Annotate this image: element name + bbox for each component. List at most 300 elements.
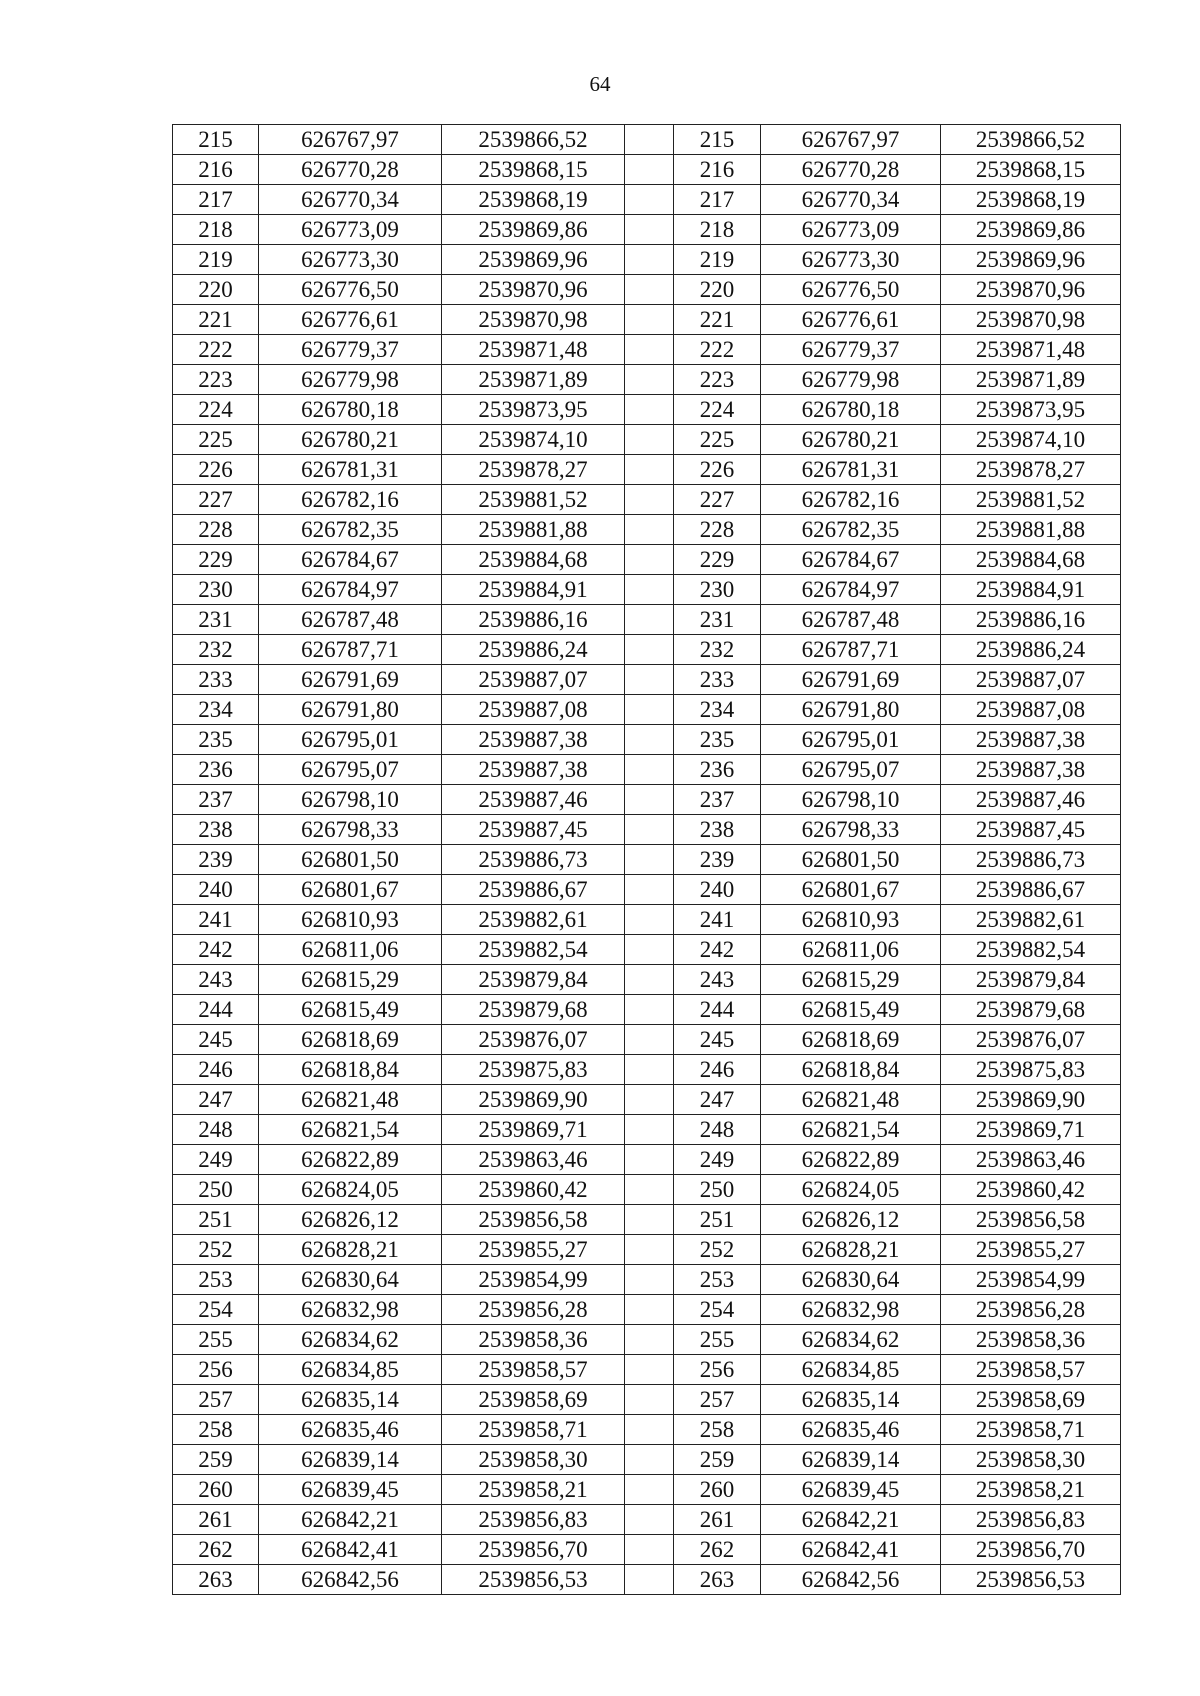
table-row	[173, 755, 1121, 785]
y-coordinate-right: 2539858,71	[941, 1415, 1121, 1445]
y-coordinate-right: 2539886,24	[941, 635, 1121, 665]
y-coordinate-left: 2539868,19	[442, 185, 625, 215]
x-coordinate-left: 626828,21	[259, 1235, 442, 1265]
x-coordinate-right: 626782,16	[761, 485, 941, 515]
x-coordinate-left: 626780,18	[259, 395, 442, 425]
point-number-right: 259	[674, 1445, 761, 1475]
table-row	[173, 605, 1121, 635]
y-coordinate-right: 2539870,96	[941, 275, 1121, 305]
y-coordinate-right: 2539869,96	[941, 245, 1121, 275]
y-coordinate-left: 2539858,21	[442, 1475, 625, 1505]
y-coordinate-right: 2539855,27	[941, 1235, 1121, 1265]
table-row	[173, 905, 1121, 935]
x-coordinate-right: 626815,29	[761, 965, 941, 995]
x-coordinate-right: 626826,12	[761, 1205, 941, 1235]
table-row	[173, 1025, 1121, 1055]
x-coordinate-right: 626810,93	[761, 905, 941, 935]
point-number-left: 248	[173, 1115, 259, 1145]
point-number-left: 251	[173, 1205, 259, 1235]
y-coordinate-right: 2539871,48	[941, 335, 1121, 365]
x-coordinate-left: 626821,54	[259, 1115, 442, 1145]
point-number-right: 248	[674, 1115, 761, 1145]
x-coordinate-right: 626770,34	[761, 185, 941, 215]
separator-cell	[625, 1055, 674, 1085]
point-number-right: 254	[674, 1295, 761, 1325]
x-coordinate-right: 626781,31	[761, 455, 941, 485]
table-row	[173, 845, 1121, 875]
y-coordinate-right: 2539856,70	[941, 1535, 1121, 1565]
separator-cell	[625, 1265, 674, 1295]
x-coordinate-left: 626767,97	[259, 125, 442, 155]
x-coordinate-right: 626791,80	[761, 695, 941, 725]
point-number-left: 254	[173, 1295, 259, 1325]
point-number-right: 253	[674, 1265, 761, 1295]
y-coordinate-left: 2539869,71	[442, 1115, 625, 1145]
separator-cell	[625, 1415, 674, 1445]
y-coordinate-left: 2539875,83	[442, 1055, 625, 1085]
table-row	[173, 1415, 1121, 1445]
point-number-left: 246	[173, 1055, 259, 1085]
table-row	[173, 1235, 1121, 1265]
y-coordinate-right: 2539884,91	[941, 575, 1121, 605]
separator-cell	[625, 845, 674, 875]
y-coordinate-right: 2539858,57	[941, 1355, 1121, 1385]
y-coordinate-right: 2539887,45	[941, 815, 1121, 845]
separator-cell	[625, 785, 674, 815]
table-row	[173, 785, 1121, 815]
separator-cell	[625, 1175, 674, 1205]
separator-cell	[625, 935, 674, 965]
x-coordinate-right: 626842,21	[761, 1505, 941, 1535]
point-number-right: 252	[674, 1235, 761, 1265]
point-number-right: 228	[674, 515, 761, 545]
point-number-right: 246	[674, 1055, 761, 1085]
y-coordinate-left: 2539868,15	[442, 155, 625, 185]
separator-cell	[625, 1145, 674, 1175]
separator-cell	[625, 245, 674, 275]
point-number-left: 232	[173, 635, 259, 665]
y-coordinate-right: 2539858,36	[941, 1325, 1121, 1355]
y-coordinate-left: 2539870,96	[442, 275, 625, 305]
y-coordinate-left: 2539869,90	[442, 1085, 625, 1115]
separator-cell	[625, 1355, 674, 1385]
table-row	[173, 1475, 1121, 1505]
point-number-left: 257	[173, 1385, 259, 1415]
y-coordinate-left: 2539882,61	[442, 905, 625, 935]
y-coordinate-left: 2539854,99	[442, 1265, 625, 1295]
y-coordinate-left: 2539873,95	[442, 395, 625, 425]
point-number-left: 255	[173, 1325, 259, 1355]
y-coordinate-right: 2539871,89	[941, 365, 1121, 395]
separator-cell	[625, 1565, 674, 1595]
y-coordinate-left: 2539886,73	[442, 845, 625, 875]
table-row	[173, 1535, 1121, 1565]
separator-cell	[625, 515, 674, 545]
point-number-right: 261	[674, 1505, 761, 1535]
x-coordinate-right: 626835,14	[761, 1385, 941, 1415]
y-coordinate-right: 2539886,73	[941, 845, 1121, 875]
y-coordinate-left: 2539858,57	[442, 1355, 625, 1385]
separator-cell	[625, 1295, 674, 1325]
table-row	[173, 1265, 1121, 1295]
y-coordinate-left: 2539881,88	[442, 515, 625, 545]
y-coordinate-left: 2539866,52	[442, 125, 625, 155]
y-coordinate-left: 2539887,38	[442, 755, 625, 785]
point-number-left: 235	[173, 725, 259, 755]
x-coordinate-left: 626784,67	[259, 545, 442, 575]
y-coordinate-left: 2539855,27	[442, 1235, 625, 1265]
table-row	[173, 335, 1121, 365]
y-coordinate-left: 2539874,10	[442, 425, 625, 455]
separator-cell	[625, 1385, 674, 1415]
table-row	[173, 515, 1121, 545]
separator-cell	[625, 755, 674, 785]
table-row	[173, 425, 1121, 455]
table-row	[173, 455, 1121, 485]
x-coordinate-left: 626787,71	[259, 635, 442, 665]
x-coordinate-left: 626781,31	[259, 455, 442, 485]
x-coordinate-right: 626776,61	[761, 305, 941, 335]
x-coordinate-left: 626839,14	[259, 1445, 442, 1475]
point-number-left: 243	[173, 965, 259, 995]
x-coordinate-left: 626773,30	[259, 245, 442, 275]
separator-cell	[625, 995, 674, 1025]
x-coordinate-right: 626835,46	[761, 1415, 941, 1445]
point-number-right: 221	[674, 305, 761, 335]
y-coordinate-right: 2539881,52	[941, 485, 1121, 515]
point-number-left: 220	[173, 275, 259, 305]
x-coordinate-left: 626835,46	[259, 1415, 442, 1445]
table-row	[173, 485, 1121, 515]
x-coordinate-left: 626770,28	[259, 155, 442, 185]
x-coordinate-right: 626832,98	[761, 1295, 941, 1325]
point-number-right: 224	[674, 395, 761, 425]
separator-cell	[625, 1235, 674, 1265]
x-coordinate-right: 626824,05	[761, 1175, 941, 1205]
x-coordinate-left: 626780,21	[259, 425, 442, 455]
x-coordinate-left: 626815,29	[259, 965, 442, 995]
y-coordinate-right: 2539866,52	[941, 125, 1121, 155]
x-coordinate-right: 626842,41	[761, 1535, 941, 1565]
x-coordinate-left: 626824,05	[259, 1175, 442, 1205]
point-number-right: 227	[674, 485, 761, 515]
separator-cell	[625, 1445, 674, 1475]
y-coordinate-left: 2539856,53	[442, 1565, 625, 1595]
x-coordinate-right: 626801,67	[761, 875, 941, 905]
point-number-right: 249	[674, 1145, 761, 1175]
x-coordinate-right: 626787,48	[761, 605, 941, 635]
y-coordinate-right: 2539863,46	[941, 1145, 1121, 1175]
y-coordinate-right: 2539881,88	[941, 515, 1121, 545]
x-coordinate-right: 626780,21	[761, 425, 941, 455]
y-coordinate-left: 2539878,27	[442, 455, 625, 485]
x-coordinate-left: 626822,89	[259, 1145, 442, 1175]
x-coordinate-right: 626830,64	[761, 1265, 941, 1295]
table-row	[173, 1565, 1121, 1595]
point-number-left: 229	[173, 545, 259, 575]
point-number-left: 233	[173, 665, 259, 695]
y-coordinate-left: 2539869,86	[442, 215, 625, 245]
table-row	[173, 815, 1121, 845]
separator-cell	[625, 815, 674, 845]
table-row	[173, 1175, 1121, 1205]
x-coordinate-left: 626791,69	[259, 665, 442, 695]
point-number-right: 245	[674, 1025, 761, 1055]
point-number-right: 244	[674, 995, 761, 1025]
table-row	[173, 1205, 1121, 1235]
y-coordinate-right: 2539879,84	[941, 965, 1121, 995]
table-row	[173, 1445, 1121, 1475]
y-coordinate-left: 2539886,67	[442, 875, 625, 905]
x-coordinate-left: 626795,07	[259, 755, 442, 785]
point-number-left: 252	[173, 1235, 259, 1265]
separator-cell	[625, 1025, 674, 1055]
separator-cell	[625, 1535, 674, 1565]
x-coordinate-left: 626773,09	[259, 215, 442, 245]
x-coordinate-right: 626767,97	[761, 125, 941, 155]
y-coordinate-left: 2539879,68	[442, 995, 625, 1025]
x-coordinate-right: 626784,67	[761, 545, 941, 575]
x-coordinate-left: 626776,50	[259, 275, 442, 305]
table-row	[173, 1145, 1121, 1175]
x-coordinate-right: 626782,35	[761, 515, 941, 545]
point-number-left: 249	[173, 1145, 259, 1175]
x-coordinate-right: 626773,30	[761, 245, 941, 275]
x-coordinate-right: 626795,07	[761, 755, 941, 785]
y-coordinate-right: 2539868,19	[941, 185, 1121, 215]
point-number-left: 244	[173, 995, 259, 1025]
table-row	[173, 185, 1121, 215]
point-number-left: 262	[173, 1535, 259, 1565]
separator-cell	[625, 665, 674, 695]
y-coordinate-right: 2539856,83	[941, 1505, 1121, 1535]
y-coordinate-left: 2539881,52	[442, 485, 625, 515]
table-row	[173, 275, 1121, 305]
point-number-left: 237	[173, 785, 259, 815]
point-number-right: 219	[674, 245, 761, 275]
y-coordinate-left: 2539884,68	[442, 545, 625, 575]
separator-cell	[625, 875, 674, 905]
y-coordinate-left: 2539884,91	[442, 575, 625, 605]
x-coordinate-right: 626839,14	[761, 1445, 941, 1475]
separator-cell	[625, 1205, 674, 1235]
point-number-right: 263	[674, 1565, 761, 1595]
separator-cell	[625, 575, 674, 605]
point-number-right: 257	[674, 1385, 761, 1415]
point-number-right: 247	[674, 1085, 761, 1115]
x-coordinate-left: 626830,64	[259, 1265, 442, 1295]
y-coordinate-right: 2539856,28	[941, 1295, 1121, 1325]
x-coordinate-right: 626770,28	[761, 155, 941, 185]
point-number-left: 247	[173, 1085, 259, 1115]
y-coordinate-right: 2539858,30	[941, 1445, 1121, 1475]
x-coordinate-right: 626798,33	[761, 815, 941, 845]
y-coordinate-right: 2539854,99	[941, 1265, 1121, 1295]
y-coordinate-right: 2539886,16	[941, 605, 1121, 635]
point-number-left: 217	[173, 185, 259, 215]
x-coordinate-left: 626784,97	[259, 575, 442, 605]
y-coordinate-right: 2539882,61	[941, 905, 1121, 935]
table-row	[173, 395, 1121, 425]
point-number-left: 260	[173, 1475, 259, 1505]
table-row	[173, 305, 1121, 335]
point-number-left: 258	[173, 1415, 259, 1445]
table-row	[173, 965, 1121, 995]
x-coordinate-left: 626821,48	[259, 1085, 442, 1115]
point-number-right: 243	[674, 965, 761, 995]
separator-cell	[625, 215, 674, 245]
table-row	[173, 365, 1121, 395]
y-coordinate-right: 2539879,68	[941, 995, 1121, 1025]
table-row	[173, 1385, 1121, 1415]
table-row	[173, 995, 1121, 1025]
point-number-right: 238	[674, 815, 761, 845]
separator-cell	[625, 635, 674, 665]
table-row	[173, 1055, 1121, 1085]
y-coordinate-left: 2539886,24	[442, 635, 625, 665]
point-number-left: 228	[173, 515, 259, 545]
point-number-right: 218	[674, 215, 761, 245]
x-coordinate-right: 626784,97	[761, 575, 941, 605]
point-number-right: 236	[674, 755, 761, 785]
x-coordinate-left: 626834,62	[259, 1325, 442, 1355]
x-coordinate-left: 626791,80	[259, 695, 442, 725]
x-coordinate-right: 626818,69	[761, 1025, 941, 1055]
x-coordinate-right: 626773,09	[761, 215, 941, 245]
point-number-right: 237	[674, 785, 761, 815]
x-coordinate-left: 626826,12	[259, 1205, 442, 1235]
x-coordinate-right: 626791,69	[761, 665, 941, 695]
table-row	[173, 575, 1121, 605]
table-row	[173, 125, 1121, 155]
y-coordinate-left: 2539870,98	[442, 305, 625, 335]
x-coordinate-left: 626810,93	[259, 905, 442, 935]
x-coordinate-right: 626776,50	[761, 275, 941, 305]
point-number-left: 215	[173, 125, 259, 155]
point-number-right: 232	[674, 635, 761, 665]
y-coordinate-left: 2539876,07	[442, 1025, 625, 1055]
x-coordinate-left: 626834,85	[259, 1355, 442, 1385]
y-coordinate-left: 2539869,96	[442, 245, 625, 275]
y-coordinate-left: 2539856,28	[442, 1295, 625, 1325]
point-number-right: 215	[674, 125, 761, 155]
table-row	[173, 635, 1121, 665]
separator-cell	[625, 305, 674, 335]
point-number-left: 219	[173, 245, 259, 275]
point-number-right: 229	[674, 545, 761, 575]
x-coordinate-left: 626782,35	[259, 515, 442, 545]
point-number-right: 262	[674, 1535, 761, 1565]
point-number-left: 240	[173, 875, 259, 905]
separator-cell	[625, 1325, 674, 1355]
table-row	[173, 1295, 1121, 1325]
y-coordinate-left: 2539887,38	[442, 725, 625, 755]
page-number: 64	[589, 72, 611, 96]
y-coordinate-right: 2539887,38	[941, 725, 1121, 755]
point-number-left: 250	[173, 1175, 259, 1205]
point-number-left: 236	[173, 755, 259, 785]
point-number-right: 239	[674, 845, 761, 875]
y-coordinate-left: 2539882,54	[442, 935, 625, 965]
table-row	[173, 935, 1121, 965]
point-number-right: 223	[674, 365, 761, 395]
x-coordinate-left: 626801,50	[259, 845, 442, 875]
point-number-left: 221	[173, 305, 259, 335]
separator-cell	[625, 605, 674, 635]
y-coordinate-left: 2539886,16	[442, 605, 625, 635]
x-coordinate-left: 626787,48	[259, 605, 442, 635]
y-coordinate-left: 2539879,84	[442, 965, 625, 995]
point-number-right: 256	[674, 1355, 761, 1385]
point-number-right: 231	[674, 605, 761, 635]
y-coordinate-right: 2539884,68	[941, 545, 1121, 575]
y-coordinate-right: 2539869,71	[941, 1115, 1121, 1145]
x-coordinate-left: 626779,37	[259, 335, 442, 365]
table-row	[173, 155, 1121, 185]
y-coordinate-right: 2539858,21	[941, 1475, 1121, 1505]
y-coordinate-left: 2539858,69	[442, 1385, 625, 1415]
y-coordinate-right: 2539887,46	[941, 785, 1121, 815]
point-number-left: 241	[173, 905, 259, 935]
y-coordinate-left: 2539856,70	[442, 1535, 625, 1565]
x-coordinate-left: 626835,14	[259, 1385, 442, 1415]
y-coordinate-right: 2539868,15	[941, 155, 1121, 185]
x-coordinate-right: 626780,18	[761, 395, 941, 425]
table-row	[173, 545, 1121, 575]
separator-cell	[625, 725, 674, 755]
x-coordinate-left: 626832,98	[259, 1295, 442, 1325]
x-coordinate-right: 626822,89	[761, 1145, 941, 1175]
separator-cell	[625, 275, 674, 305]
table-row	[173, 1355, 1121, 1385]
x-coordinate-left: 626811,06	[259, 935, 442, 965]
point-number-right: 240	[674, 875, 761, 905]
x-coordinate-right: 626787,71	[761, 635, 941, 665]
separator-cell	[625, 1085, 674, 1115]
table-row	[173, 245, 1121, 275]
y-coordinate-right: 2539873,95	[941, 395, 1121, 425]
point-number-left: 231	[173, 605, 259, 635]
x-coordinate-right: 626798,10	[761, 785, 941, 815]
point-number-left: 239	[173, 845, 259, 875]
table-row	[173, 875, 1121, 905]
x-coordinate-right: 626839,45	[761, 1475, 941, 1505]
table-row	[173, 695, 1121, 725]
point-number-left: 263	[173, 1565, 259, 1595]
y-coordinate-left: 2539887,08	[442, 695, 625, 725]
x-coordinate-left: 626839,45	[259, 1475, 442, 1505]
x-coordinate-left: 626842,21	[259, 1505, 442, 1535]
x-coordinate-right: 626801,50	[761, 845, 941, 875]
point-number-right: 250	[674, 1175, 761, 1205]
separator-cell	[625, 545, 674, 575]
y-coordinate-right: 2539860,42	[941, 1175, 1121, 1205]
x-coordinate-right: 626779,98	[761, 365, 941, 395]
point-number-left: 230	[173, 575, 259, 605]
y-coordinate-right: 2539856,58	[941, 1205, 1121, 1235]
separator-cell	[625, 1475, 674, 1505]
y-coordinate-right: 2539887,08	[941, 695, 1121, 725]
x-coordinate-left: 626776,61	[259, 305, 442, 335]
y-coordinate-right: 2539882,54	[941, 935, 1121, 965]
point-number-left: 223	[173, 365, 259, 395]
point-number-left: 259	[173, 1445, 259, 1475]
point-number-left: 222	[173, 335, 259, 365]
point-number-right: 242	[674, 935, 761, 965]
y-coordinate-right: 2539876,07	[941, 1025, 1121, 1055]
y-coordinate-left: 2539856,83	[442, 1505, 625, 1535]
separator-cell	[625, 455, 674, 485]
